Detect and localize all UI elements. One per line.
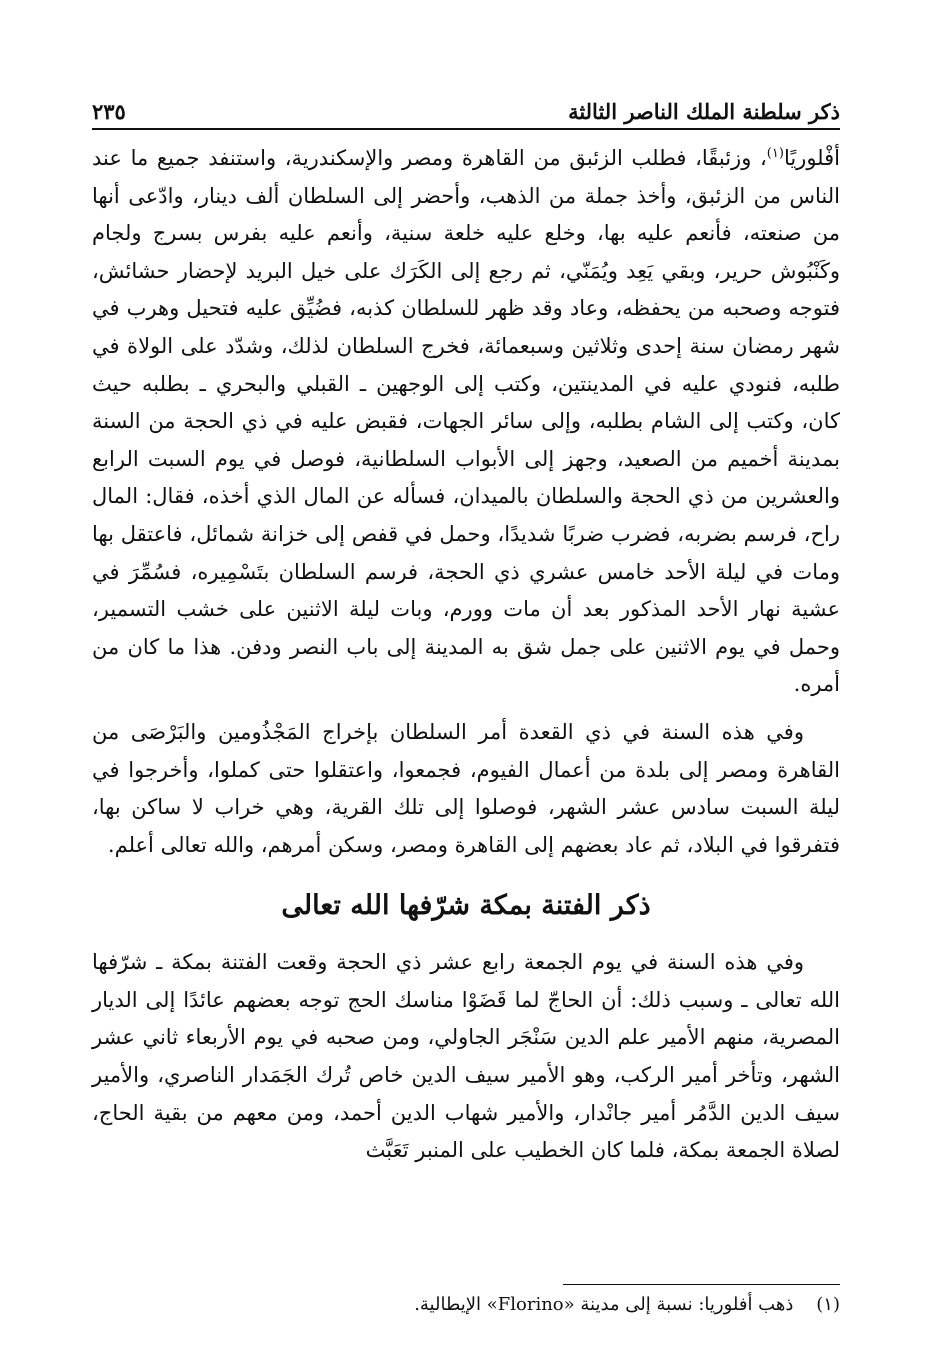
paragraph-1-rest: ، وزئبقًا، فطلب الزئبق من القاهرة ومصر والإسكندرية، واستنفد جميع ما عند الناس من الزئبق، وأخذ جملة من الذهب، وأحضر إلى السلطان ألف دينار، وادّعى أنها من صنعته، فأنعم عليه بها، وخلع عليه خلعة سنية، وأنعم عليه بفرس بسرج ولجام وكَنْبُوش حرير، وبقي يَعِد ويُمَنّي، ثم رجع إلى الكَرَك على خيل البريد لإحضار حشائش، فتوجه وصحبه من يحفظه، وعاد وقد ظهر للسلطان كذبه، فضُيِّق عليه فتحيل وهرب في شهر رمضان سنة إحدى وثلاثين وسبعمائة، فخرج السلطان لذلك، وشدّد على الولاة في طلبه، فنودي عليه في المدينتين، وكتب إلى الوجهين ـ القبلي والبحري ـ بطلبه حيث كان، وكتب إلى الشام بطلبه، وإلى سائر الجهات، فقبض عليه في ذي الحجة من السنة بمدينة أخميم من الصعيد، وجهز إلى الأبواب السلطانية، فوصل في يوم السبت الرابع والعشرين من ذي الحجة والسلطان بالميدان، فسأله عن المال الذي أخذه، فقال: المال راح، فرسم بضربه، فضرب ضربًا شديدًا، وحمل في قفص إلى خزانة شمائل، فاعتقل بها ومات في ليلة الأحد خامس عشري ذي الحجة، فرسم السلطان بتَسْمِيره، فسُمِّرَ في عشية نهار الأحد المذكور بعد أن مات وورم، وبات ليلة الاثنين على خشب التسمير، وحمل في يوم الاثنين على جمل شق به المدينة إلى باب النصر ودفن. هذا ما كان من أمره.	[92, 146, 840, 697]
paragraph-3: وفي هذه السنة في يوم الجمعة رابع عشر ذي الحجة وقعت الفتنة بمكة ـ شرّفها الله تعالى ـ وسبب ذلك: أن الحاجّ لما قَضَوْا مناسك الحج توجه بعضهم عائدًا إلى الديار المصرية، منهم الأمير علم الدين سَنْجَر الجاولي، ومن صحبه في يوم الأربعاء ثاني عشر الشهر، وتأخر أمير الركب، وهو الأمير سيف الدين خاص تُرك الجَمَدار الناصري، والأمير سيف الدين الدَّمُر أمير جانْدار، والأمير شهاب الدين أحمد، ومن معهم من بقية الحاج، لصلاة الجمعة بمكة، فلما كان الخطيب على المنبر تَعَبَّث	[92, 950, 840, 1163]
paragraph-1	[92, 140, 840, 704]
footnote-reference[interactable]: (١)	[766, 146, 784, 161]
footnote-text-a: ذهب أفلوريا: نسبة إلى مدينة «	[563, 1294, 794, 1315]
running-header	[92, 86, 840, 124]
running-title: ذكر سلطنة الملك الناصر الثالثة	[568, 99, 840, 124]
main-text	[92, 140, 840, 1170]
footnote-latin: Florino	[497, 1294, 564, 1315]
section-title: ذكر الفتنة بمكة شرّفها الله تعالى	[281, 890, 651, 922]
paragraph-2: وفي هذه السنة في ذي القعدة أمر السلطان بإخراج المَجْذُومين والبَرْصَى من القاهرة ومصر إلى بلدة من أعمال الفيوم، فجمعوا، واعتقلوا حتى كملوا، وأخرجوا في ليلة السبت سادس عشر الشهر، فوصلوا إلى تلك القرية، وهي خراب لا ساكن بها، فتفرقوا في البلاد، ثم عاد بعضهم إلى القاهرة ومصر، وسكن أمرهم، والله تعالى أعلم.	[92, 719, 840, 857]
footnote	[92, 1290, 840, 1320]
footnote-rule	[563, 1284, 840, 1285]
page-number: ٢٣٥	[92, 99, 126, 124]
footnote-text-b: » الإيطالية.	[414, 1294, 498, 1315]
footnote-marker: (١)	[816, 1294, 840, 1315]
paragraph-1-start: أفْلوريًا	[783, 146, 840, 170]
header-rule	[92, 128, 840, 130]
